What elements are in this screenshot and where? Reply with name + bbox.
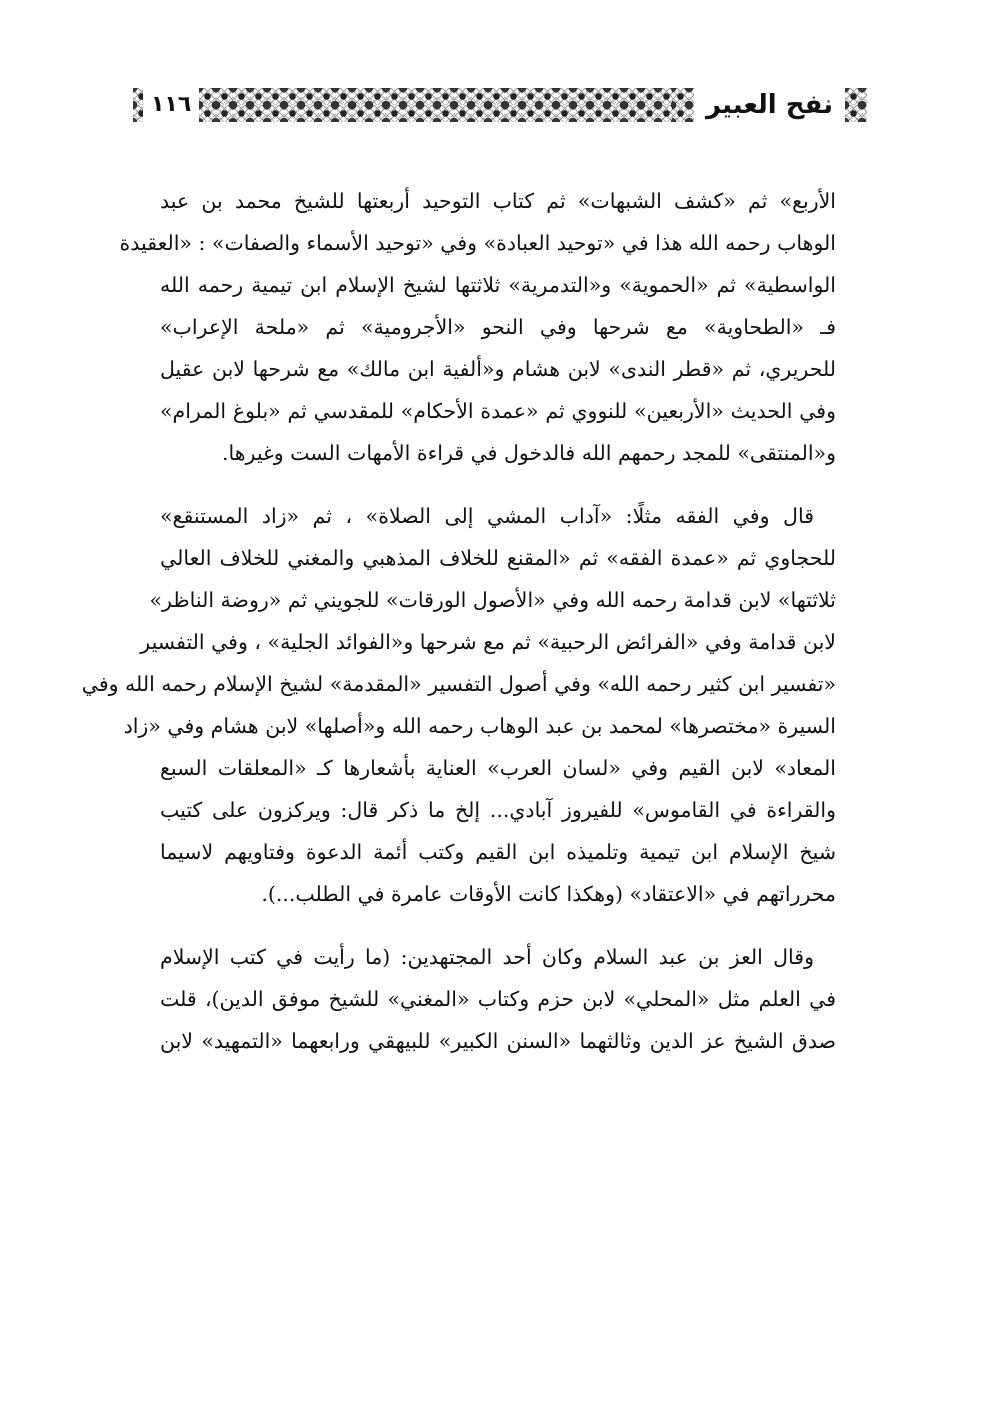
page-body (81, 180, 836, 1083)
text-line: شيخ الإسلام ابن تيمية وتلميذه ابن القيم وكتب أئمة الدعوة وفتاويهم لاسيما (160, 840, 836, 864)
text-line: وقال العز بن عبد السلام وكان أحد المجتهدين: (ما رأيت في كتب الإسلام (160, 945, 814, 969)
text-line: المعاد» لابن القيم وفي «لسان العرب» العناية بأشعارها كـ «المعلقات السبع (160, 756, 836, 780)
book-title: نفح العبير (705, 90, 833, 120)
text-line: السيرة «مختصرها» لمحمد بن عبد الوهاب رحمه الله و«أصلها» لابن هشام وفي «زاد (123, 714, 836, 738)
text-line: «تفسير ابن كثير رحمه الله» وفي أصول التفسير «المقدمة» لشيخ الإسلام رحمه الله وفي (81, 672, 836, 696)
text-line: في العلم مثل «المحلي» لابن حزم وكتاب «المغني» للشيخ موفق الدين)، قلت (160, 987, 836, 1011)
paragraph-2 (81, 495, 836, 915)
text-line: محرراتهم في «الاعتقاد» (وهكذا كانت الأوقات عامرة في الطلب...). (261, 882, 836, 906)
text-line: الأربع» ثم «كشف الشبهات» ثم كتاب التوحيد أربعتها للشيخ محمد بن عبد (160, 189, 836, 213)
text-line: فـ «الطحاوية» مع شرحها وفي النحو «الأجرومية» ثم «ملحة الإعراب» (160, 315, 836, 339)
text-line: قال وفي الفقه مثلًا: «آداب المشي إلى الصلاة» ، ثم «زاد المستنقع» (160, 504, 814, 528)
text-line: لابن قدامة وفي «الفرائض الرحبية» ثم مع شرحها و«الفوائد الجلية» ، وفي التفسير (140, 630, 836, 654)
text-line: الوهاب رحمه الله هذا في «توحيد العبادة» وفي «توحيد الأسماء والصفات» : «العقيدة (119, 231, 836, 255)
text-line: ثلاثتها» لابن قدامة رحمه الله وفي «الأصول الورقات» للجويني ثم «روضة الناظر» (149, 588, 836, 612)
ornament-right (845, 88, 867, 122)
paragraph-3 (160, 936, 836, 1062)
ornament-left (133, 88, 143, 122)
ornament-band (199, 88, 672, 122)
text-line: والقراءة في القاموس» للفيروز آبادي... إلخ ما ذكر قال: ويركزون على كتيب (160, 798, 836, 822)
text-line: و«المنتقى» للمجد رحمهم الله فالدخول في قراءة الأمهات الست وغيرها. (221, 441, 836, 465)
ornament-mid (672, 88, 694, 122)
paragraph-1 (119, 180, 836, 474)
text-line: للحجاوي ثم «عمدة الفقه» ثم «المقنع للخلاف المذهبي والمغني للخلاف العالي (160, 546, 836, 570)
text-line: الواسطية» ثم «الحموية» و«التدمرية» ثلاثتها لشيخ الإسلام ابن تيمية رحمه الله (160, 273, 836, 297)
page-header (133, 86, 867, 124)
page-number: ١١٦ (151, 92, 192, 117)
text-line: صدق الشيخ عز الدين وثالثهما «السنن الكبير» للبيهقي ورابعهما «التمهيد» لابن (160, 1029, 836, 1053)
text-line: وفي الحديث «الأربعين» للنووي ثم «عمدة الأحكام» للمقدسي ثم «بلوغ المرام» (160, 399, 836, 423)
text-line: للحريري، ثم «قطر الندى» لابن هشام و«ألفية ابن مالك» مع شرحها لابن عقيل (160, 357, 836, 381)
